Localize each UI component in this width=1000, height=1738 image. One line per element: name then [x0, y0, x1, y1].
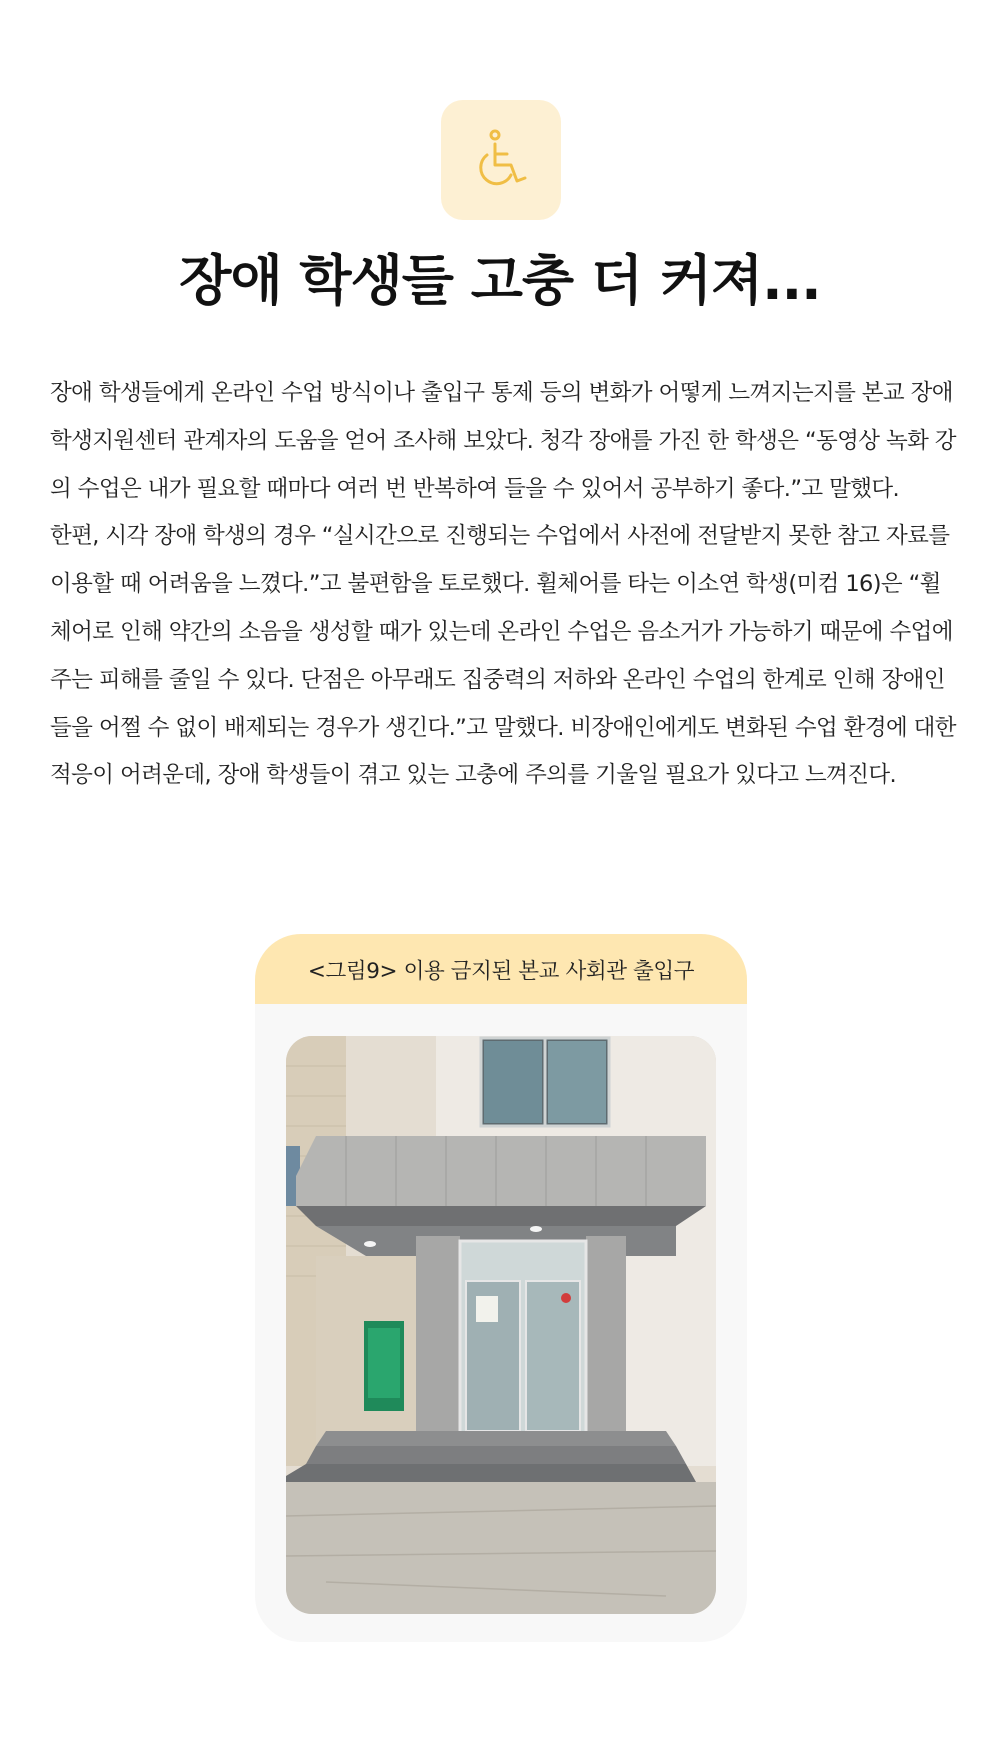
figure-card — [255, 934, 747, 1642]
page-title: 장애 학생들 고충 더 커져... — [179, 249, 821, 312]
article-paragraph: 장애 학생들에게 온라인 수업 방식이나 출입구 통제 등의 변화가 어떻게 느껴지는지를 본교 장애학생지원센터 관계자의 도움을 얻어 조사해 보았다. 청각 장애를 가진 한 학생은 “동영상 녹화 강의 수업은 내가 필요할 때마다 여러 번 반복하여 들을 수 있어서 공부하기 좋다.”고 말했다. — [50, 380, 956, 502]
building-entrance-photo — [286, 1036, 716, 1614]
wheelchair-icon-tile — [441, 100, 561, 220]
article-body — [50, 370, 960, 800]
wheelchair-icon — [471, 129, 531, 191]
article-paragraph: 한편, 시각 장애 학생의 경우 “실시간으로 진행되는 수업에서 사전에 전달받지 못한 참고 자료를 이용할 때 어려움을 느꼈다.”고 불편함을 토로했다. 휠체어를 타는 이소연 학생(미컴 16)은 “휠체어로 인해 약간의 소음을 생성할 때가 있는데 온라인 수업은 음소거가 가능하기 때문에 수업에 주는 피해를 줄일 수 있다. 단점은 아무래도 집중력의 저하와 온라인 수업의 한계로 인해 장애인들을 어쩔 수 없이 배제되는 경우가 생긴다.”고 말했다. 비장애인에게도 변화된 수업 환경에 대한 적응이 어려운데, 장애 학생들이 겪고 있는 고충에 주의를 기울일 필요가 있다고 느껴진다. — [50, 523, 956, 789]
figure-caption: <그림9> 이용 금지된 본교 사회관 출입구 — [255, 934, 747, 1004]
